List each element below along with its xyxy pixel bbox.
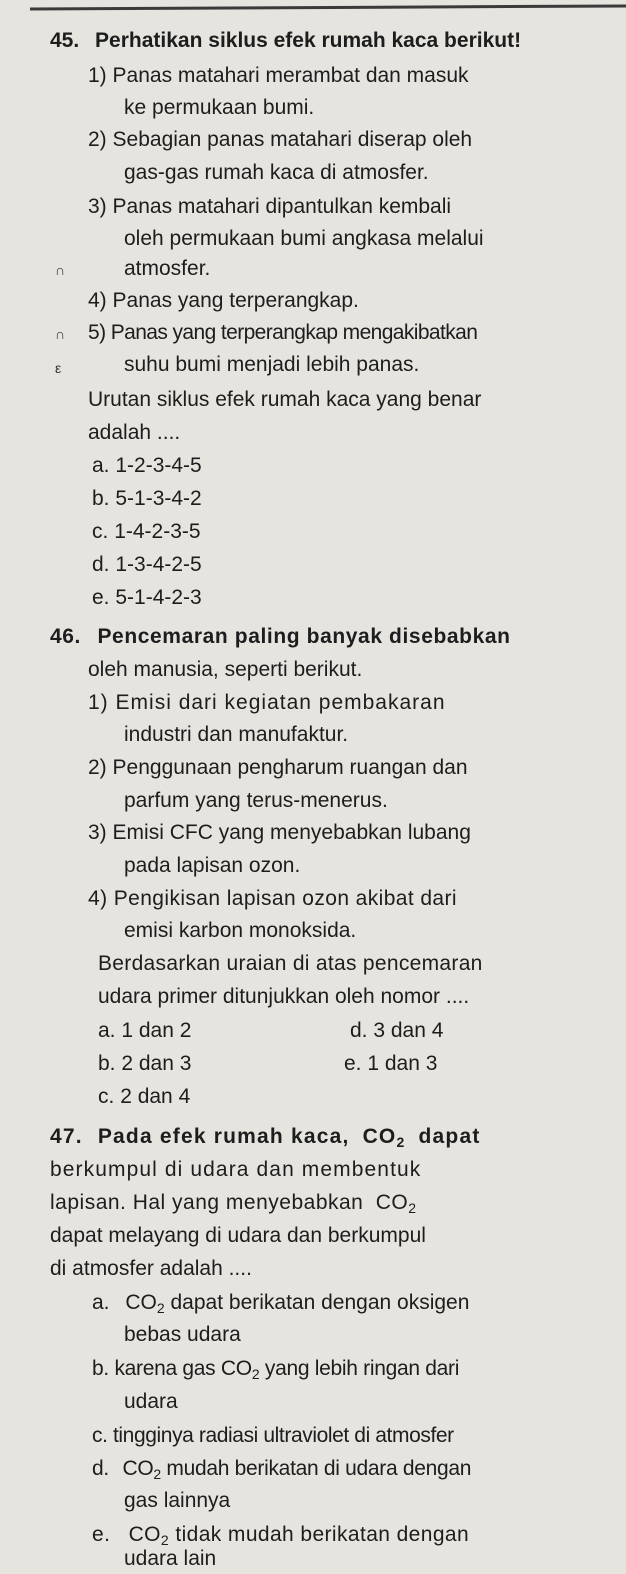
q46-item-2-cont: parfum yang terus-menerus. xyxy=(124,789,388,812)
q47-stem-line3: lapisan. Hal yang menyebabkan $CO_2$ xyxy=(50,1191,417,1216)
q47-number: 47. xyxy=(50,1125,83,1148)
q45-item-5-cont: suhu bumi menjadi lebih panas. xyxy=(124,353,420,376)
q47-option-b[interactable]: b. karena gas $CO_2$ yang lebih ringan dari xyxy=(92,1357,460,1382)
q46-stem-cont: oleh manusia, seperti berikut. xyxy=(88,658,363,681)
q45-item-3-cont2: atmosfer. xyxy=(124,257,211,280)
q45-option-a[interactable]: a. 1-2-3-4-5 xyxy=(92,454,202,477)
q47-option-d-cont: gas lainnya xyxy=(124,1489,231,1512)
q45-item-2-cont: gas-gas rumah kaca di atmosfer. xyxy=(124,161,429,184)
q46-header xyxy=(50,624,511,650)
q45-question-cont: adalah .... xyxy=(88,421,181,444)
q45-option-d[interactable]: d. 1-3-4-2-5 xyxy=(92,553,202,576)
q45-option-c[interactable]: c. 1-4-2-3-5 xyxy=(92,520,201,543)
q45-header xyxy=(50,28,521,54)
q46-item-2: 2) Penggunaan pengharum ruangan dan xyxy=(88,756,468,779)
q47-option-c[interactable]: c. tingginya radiasi ultraviolet di atmosfer xyxy=(92,1424,454,1447)
q47-header: 47. Pada efek rumah kaca, $CO_2$ dapat xyxy=(50,1125,481,1150)
q46-item-1: 1) Emisi dari kegiatan pembakaran xyxy=(88,691,446,714)
q46-item-1-cont: industri dan manufaktur. xyxy=(124,723,349,746)
q45-option-e[interactable]: e. 5-1-4-2-3 xyxy=(92,586,202,609)
q45-stem: Perhatikan siklus efek rumah kaca berikut! xyxy=(95,29,522,52)
q46-item-3: 3) Emisi CFC yang menyebabkan lubang xyxy=(88,821,471,844)
q47-stem: Pada efek rumah kaca, xyxy=(97,1125,350,1148)
q46-option-a[interactable]: a. 1 dan 2 xyxy=(98,1019,192,1042)
q47-option-e-cont: udara lain xyxy=(124,1547,217,1570)
q46-option-c[interactable]: c. 2 dan 4 xyxy=(98,1085,191,1108)
q47-stem-line2: berkumpul di udara dan membentuk xyxy=(50,1158,422,1181)
q46-item-3-cont: pada lapisan ozon. xyxy=(124,854,301,877)
q46-item-4-cont: emisi karbon monoksida. xyxy=(124,919,357,942)
q46-option-e[interactable]: e. 1 dan 3 xyxy=(344,1052,438,1075)
q46-number: 46. xyxy=(50,625,81,648)
q45-item-5: 5) Panas yang terperangkap mengakibatkan xyxy=(88,321,478,344)
q45-item-2: 2) Sebagian panas matahari diserap oleh xyxy=(88,128,473,151)
q47-option-a[interactable]: a. $CO_2$ dapat berikatan dengan oksigen xyxy=(92,1291,470,1316)
q46-stem: Pencemaran paling banyak disebabkan xyxy=(97,625,511,648)
q45-number: 45. xyxy=(50,29,80,52)
q45-item-4: 4) Panas yang terperangkap. xyxy=(88,289,359,312)
q47-stem-line5: di atmosfer adalah .... xyxy=(50,1257,252,1280)
margin-mark: ε xyxy=(55,360,62,376)
q45-item-3-cont: oleh permukaan bumi angkasa melalui xyxy=(124,227,484,250)
q46-option-d[interactable]: d. 3 dan 4 xyxy=(350,1019,444,1042)
q46-question: Berdasarkan uraian di atas pencemaran xyxy=(98,952,483,975)
margin-mark: ∩ xyxy=(55,262,66,278)
q45-question: Urutan siklus efek rumah kaca yang benar xyxy=(88,388,482,411)
q47-option-a-cont: bebas udara xyxy=(124,1323,241,1346)
q46-option-b[interactable]: b. 2 dan 3 xyxy=(98,1052,192,1075)
q45-item-1: 1) Panas matahari merambat dan masuk xyxy=(88,64,469,87)
q47-option-d[interactable]: d. $CO_2$ mudah berikatan di udara dengan xyxy=(92,1457,472,1482)
q45-item-1-cont: ke permukaan bumi. xyxy=(124,96,315,119)
margin-mark: ∩ xyxy=(55,326,66,342)
q45-option-b[interactable]: b. 5-1-3-4-2 xyxy=(92,487,202,510)
q45-item-3: 3) Panas matahari dipantulkan kembali xyxy=(88,195,452,218)
q46-question-cont: udara primer ditunjukkan oleh nomor .... xyxy=(98,985,470,1008)
q47-option-e[interactable]: e. $CO_2$ tidak mudah berikatan dengan xyxy=(92,1523,470,1548)
q47-stem-line4: dapat melayang di udara dan berkumpul xyxy=(50,1224,426,1247)
q46-item-4: 4) Pengikisan lapisan ozon akibat dari xyxy=(88,887,457,910)
q47-option-b-cont: udara xyxy=(124,1390,178,1413)
